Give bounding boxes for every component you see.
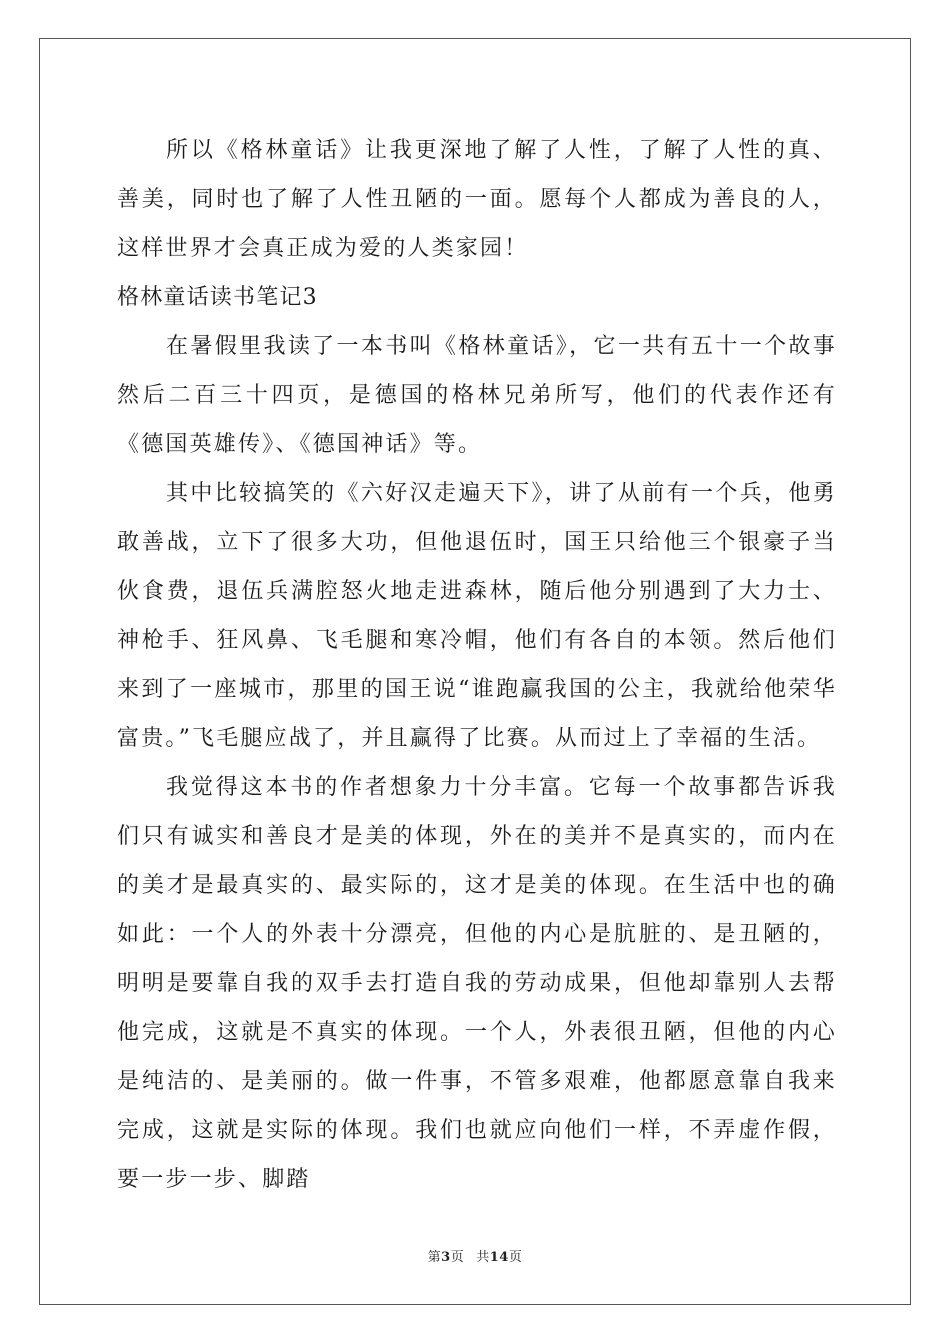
section-heading: 格林童话读书笔记3 (117, 285, 318, 310)
total-label-prefix: 共 (476, 1250, 490, 1265)
page-label-prefix: 第 (427, 1250, 442, 1265)
paragraph-story-summary: 其中比较搞笑的《六好汉走遍天下》，讲了从前有一个兵，他勇敢善战，立下了很多大功，但他退伍时，国王只给他三个银豪子当伙食费，退伍兵满腔怒火地走进森林，随后他分别遇到了大力士、神枪手、狂风鼻、飞毛腿和寒冷帽，他们有各自的本领。然后他们来到了一座城市，那里的国王说“谁跑赢我国的公主，我就给他荣华富贵。”飞毛腿应战了，并且赢得了比赛。从而过上了幸福的生活。 (117, 481, 837, 751)
paragraph-conclusion: 所以《格林童话》让我更深地了解了人性，了解了人性的真、善美，同时也了解了人性丑陋的一面。愿每个人都成为善良的人，这样世界才会真正成为爱的人类家园！ (117, 138, 837, 261)
page-footer (0, 1246, 950, 1265)
paragraph-reflection: 我觉得这本书的作者想象力十分丰富。它每一个故事都告诉我们只有诚实和善良才是美的体现，外在的美并不是真实的，而内在的美才是最真实的、最实际的，这才是美的体现。在生活中也的确如此：一个人的外表十分漂亮，但他的内心是肮脏的、是丑陋的，明明是要靠自我的双手去打造自我的劳动成果，但他却靠别人去帮他完成，这就是不真实的体现。一个人，外表很丑陋，但他的内心是纯洁的、是美丽的。做一件事，不管多艰难，他都愿意靠自我来完成，这就是实际的体现。我们也就应向他们一样，不弄虚作假，要一步一步、脚踏 (117, 775, 837, 1192)
total-page-number: 14 (489, 1250, 509, 1265)
total-label-suffix: 页 (508, 1250, 523, 1265)
current-page-number: 3 (441, 1250, 451, 1265)
paragraph-book-intro: 在暑假里我读了一本书叫《格林童话》，它一共有五十一个故事然后二百三十四页，是德国的格林兄弟所写，他们的代表作还有《德国英雄传》、《德国神话》等。 (117, 334, 837, 457)
page-label-mid: 页 (450, 1250, 465, 1265)
document-body (117, 126, 837, 1204)
